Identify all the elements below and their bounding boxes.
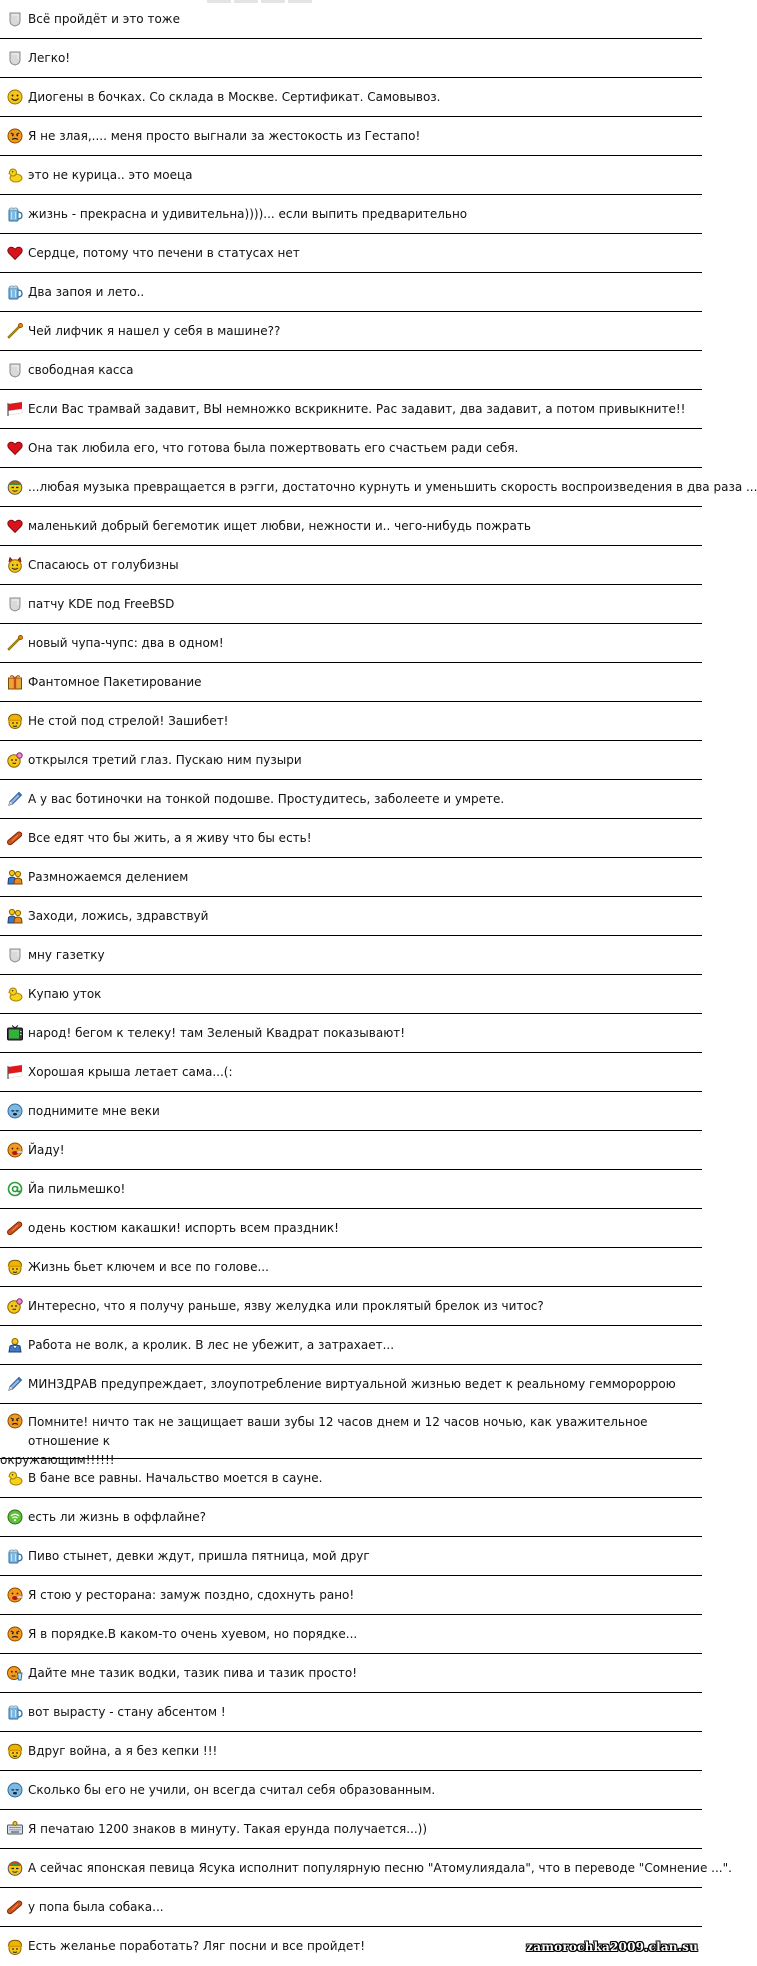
status-text-line: Хорошая крыша летает сама...(: [28,1064,233,1079]
status-row[interactable] [0,195,702,234]
status-text [28,1336,394,1355]
status-row[interactable] [0,1888,702,1927]
wifi-face-icon [7,1509,23,1525]
status-text-line: Йа пильмешко! [28,1181,126,1196]
status-text-line: одень костюм какашки! испорть всем праздник! [28,1220,339,1235]
status-text-line: А сейчас японская певица Ясука исполнит популярную песню "Атомулиядала", что в переводе "Сомнение ...". [28,1860,732,1875]
status-text [28,907,208,926]
status-row[interactable] [0,819,702,858]
status-row[interactable] [0,1732,702,1771]
status-text-line: Я не злая,.... меня просто выгнали за жестокость из Гестапо! [28,128,421,143]
status-row[interactable] [0,936,702,975]
status-text [28,1586,354,1605]
gift-box-icon [7,674,23,690]
status-text [28,1258,269,1277]
status-text [28,1742,217,1761]
couple-icon [7,908,23,924]
at-sign-icon [7,1181,23,1197]
status-text [28,868,188,887]
angry-face-icon [7,1626,23,1642]
status-text-line: Йаду! [28,1142,65,1157]
grey-shield-icon [7,362,23,378]
status-text [28,1024,405,1043]
bubble-face-icon [7,752,23,768]
status-text-line: Вдруг война, а я без кепки !!! [28,1743,218,1758]
worker-icon [7,1337,23,1353]
duck-icon [7,986,23,1002]
status-row[interactable] [0,468,757,507]
status-row[interactable] [0,1131,702,1170]
rasta-face-icon [7,479,23,495]
heart-icon [7,245,23,261]
status-row[interactable] [0,351,702,390]
status-text [28,673,202,692]
eating-face-icon [7,1587,23,1603]
status-text [28,946,105,965]
status-text-line: Если Вас трамвай задавит, ВЫ немножко вскрикните. Рас задавит, два задавит, а потом привыкните!! [28,401,686,416]
status-row[interactable] [0,1365,702,1404]
status-text-line: народ! бегом к телеку! там Зеленый Квадрат показывают! [28,1025,406,1040]
status-row[interactable] [0,1810,702,1849]
status-row[interactable] [0,1654,702,1693]
status-text-line: Интересно, что я получу раньше, язву желудка или проклятый брелок из читос? [28,1298,544,1313]
status-text-line: Фантомное Пакетирование [28,674,202,689]
sausage-icon [7,830,23,846]
status-row[interactable] [0,975,702,1014]
status-text-line: маленький добрый бегемотик ищет любви, нежности и.. чего-нибудь пожрать [28,518,531,533]
status-text-line: Я в порядке.В каком-то очень хуевом, но порядке... [28,1626,358,1641]
grey-shield-icon [7,947,23,963]
status-text [28,712,229,731]
horn-icon [7,635,23,651]
status-text [28,49,70,68]
pencil-icon [7,1376,23,1392]
status-text [28,1180,125,1199]
smiley-face-icon [7,89,23,105]
status-text [28,127,420,146]
beer-mug-icon [7,206,23,222]
status-text [28,244,300,263]
status-text-line: Заходи, ложись, здравствуй [28,908,209,923]
status-row[interactable] [0,897,702,936]
duck-icon [7,167,23,183]
status-text-line: Жизнь бьет ключем и все по голове... [28,1259,269,1274]
sausage-icon [7,1899,23,1915]
status-text-line: жизнь - прекрасна и удивительна))))... если выпить предварительно [28,206,468,221]
status-text [28,634,224,653]
status-row[interactable] [0,1170,702,1209]
status-row[interactable] [0,741,702,780]
status-text [28,478,757,497]
status-row[interactable] [0,1326,702,1365]
beer-mug-icon [7,284,23,300]
grey-shield-icon [7,11,23,27]
angry-face-icon [7,1413,23,1429]
status-text [28,1219,339,1238]
status-text-line: А у вас ботиночки на тонкой подошве. Простудитесь, заболеете и умрете. [28,791,505,806]
status-text [28,439,518,458]
status-text-line: Сердце, потому что печени в статусах нет [28,245,300,260]
status-text-line: открылся третий глаз. Пускаю ним пузыри [28,752,302,767]
status-row[interactable] [0,0,702,39]
status-text-line: Я стою у ресторана: замуж поздно, сдохнуть рано! [28,1587,355,1602]
status-text-line: свободная касса [28,362,134,377]
status-text-line: МИНЗДРАВ предупреждает, злоупотребление виртуальной жизнью ведет к реальному геммороррою [28,1376,676,1391]
grey-shield-icon [7,596,23,612]
status-text-line: ...любая музыка превращается в рэгги, достаточно курнуть и уменьшить скорость воспроизведения в два раза ... [28,479,757,494]
status-text [28,1859,732,1878]
status-row[interactable] [0,1576,702,1615]
status-text-line: Все едят что бы жить, а я живу что бы есть! [28,830,312,845]
site-watermark: zamorochka2009.clan.su [526,1940,698,1954]
status-text [28,1547,370,1566]
heart-icon [7,440,23,456]
status-row[interactable] [0,390,702,429]
status-text-line: Не стой под стрелой! Зашибет! [28,713,229,728]
beer-mug-icon [7,1548,23,1564]
status-row[interactable] [0,858,702,897]
status-text [28,1297,544,1316]
horn-icon [7,323,23,339]
hardhat-face-icon [7,1743,23,1759]
status-text-line: Всё пройдёт и это тоже [28,11,180,26]
status-text-line: Есть желанье поработать? Ляг посни и все пройдет! [28,1939,366,1953]
status-text [28,751,302,770]
status-text-line: мну газетку [28,947,105,962]
status-row[interactable] [0,1693,702,1732]
status-text [28,322,280,341]
eating-face-icon [7,1142,23,1158]
sausage-icon [7,1220,23,1236]
status-text [28,1820,427,1839]
status-text [28,166,193,185]
status-text-line: Работа не волк, а кролик. В лес не убежит, а затрахает... [28,1337,395,1352]
status-text-line: это не курица.. это моеца [28,167,193,182]
status-text-line: поднимите мне веки [28,1103,160,1118]
status-row[interactable] [0,1092,702,1131]
sleepy-face-icon [7,1103,23,1119]
status-text-line: Чей лифчик я нашел у себя в машине?? [28,323,281,338]
red-flag-icon [7,1064,23,1080]
status-text-line: Два запоя и лето.. [28,284,145,299]
status-row[interactable] [0,1537,702,1576]
hardhat-face-icon [7,1939,23,1955]
status-row[interactable] [0,1771,702,1810]
status-row[interactable] [0,312,702,351]
status-row[interactable] [0,234,702,273]
status-text-line: Помните! ничто так не защищает ваши зубы 12 часов днем и 12 часов ночью, как уважительное отношение к [28,1415,648,1448]
duck-icon [7,1470,23,1486]
status-text [28,517,531,536]
rasta-face-icon [7,1860,23,1876]
status-text [28,1375,676,1394]
beer-mug-icon [7,1704,23,1720]
status-text [28,1102,160,1121]
status-text [28,1625,357,1644]
status-text [28,1937,365,1956]
status-row[interactable] [0,624,702,663]
status-row[interactable] [0,1404,702,1467]
status-row[interactable] [0,39,702,78]
devil-face-icon [7,557,23,573]
status-text-line: Сколько бы его не учили, он всегда считал себя образованным. [28,1782,436,1797]
status-text-line: Дайте мне тазик водки, тазик пива и тазик просто! [28,1665,357,1680]
status-text-line: патчу KDE под FreeBSD [28,596,175,611]
red-flag-icon [7,401,23,417]
status-text [28,1141,65,1160]
status-row[interactable] [0,273,702,312]
sleepy-face-icon [7,1782,23,1798]
status-row[interactable] [0,1849,732,1888]
couple-icon [7,869,23,885]
status-text [28,1508,206,1527]
status-row[interactable] [0,546,702,585]
keyboard-icon [7,1821,23,1837]
status-row[interactable] [0,1459,702,1498]
status-row[interactable] [0,780,702,819]
status-text-line: Я печатаю 1200 знаков в минуту. Такая ерунда получается...)) [28,1821,428,1836]
status-text [28,1664,357,1683]
drinking-face-icon [7,1665,23,1681]
status-text-line: Диогены в бочках. Со склада в Москве. Сертификат. Самовывоз. [28,89,441,104]
status-text [28,1898,164,1917]
status-text [28,283,144,302]
status-row[interactable] [0,156,702,195]
heart-icon [7,518,23,534]
status-text-line: у попа была собака... [28,1899,164,1914]
status-row[interactable] [0,1615,702,1654]
pencil-icon [7,791,23,807]
status-text-continuation: окружающим!!!!!! [0,1453,115,1467]
grey-shield-icon [7,50,23,66]
status-row[interactable] [0,585,702,624]
status-row[interactable] [0,78,702,117]
status-text [28,361,133,380]
angry-face-icon [7,128,23,144]
status-text [28,88,441,107]
status-row[interactable] [0,507,702,546]
status-text-line: новый чупа-чупс: два в одном! [28,635,224,650]
status-text [28,1063,233,1082]
hardhat-face-icon [7,1259,23,1275]
status-text-line: вот вырасту - стану абсентом ! [28,1704,226,1719]
status-row[interactable] [0,702,702,741]
status-text [28,829,312,848]
status-row[interactable] [0,1498,702,1537]
status-text [28,595,174,614]
status-row[interactable] [0,1053,702,1092]
status-text [28,556,179,575]
tv-icon [7,1025,23,1041]
status-text-line: В бане все равны. Начальство моется в сауне. [28,1470,323,1485]
status-text-line: Купаю уток [28,986,102,1001]
status-row[interactable] [0,1014,702,1053]
status-row[interactable] [0,1248,702,1287]
status-text-line: Легко! [28,50,71,65]
status-row[interactable] [0,1209,702,1248]
status-text-line: есть ли жизнь в оффлайне? [28,1509,207,1524]
status-row[interactable] [0,117,702,156]
status-text-line: Пиво стынет, девки ждут, пришла пятница, мой друг [28,1548,370,1563]
status-text-line: Она так любила его, что готова была пожертвовать его счастьем ради себя. [28,440,519,455]
status-text [28,1781,435,1800]
status-row[interactable] [0,663,702,702]
status-text [28,1703,226,1722]
hardhat-face-icon [7,713,23,729]
status-text [28,790,504,809]
status-text-line: Размножаемся делением [28,869,189,884]
status-text [28,10,180,29]
status-text [28,985,101,1004]
status-text [28,205,467,224]
status-text-line: Спасаюсь от голубизны [28,557,179,572]
status-text [28,1469,322,1488]
status-text [28,400,685,419]
bubble-face-icon [7,1298,23,1314]
status-row[interactable] [0,429,702,468]
status-row[interactable] [0,1287,702,1326]
